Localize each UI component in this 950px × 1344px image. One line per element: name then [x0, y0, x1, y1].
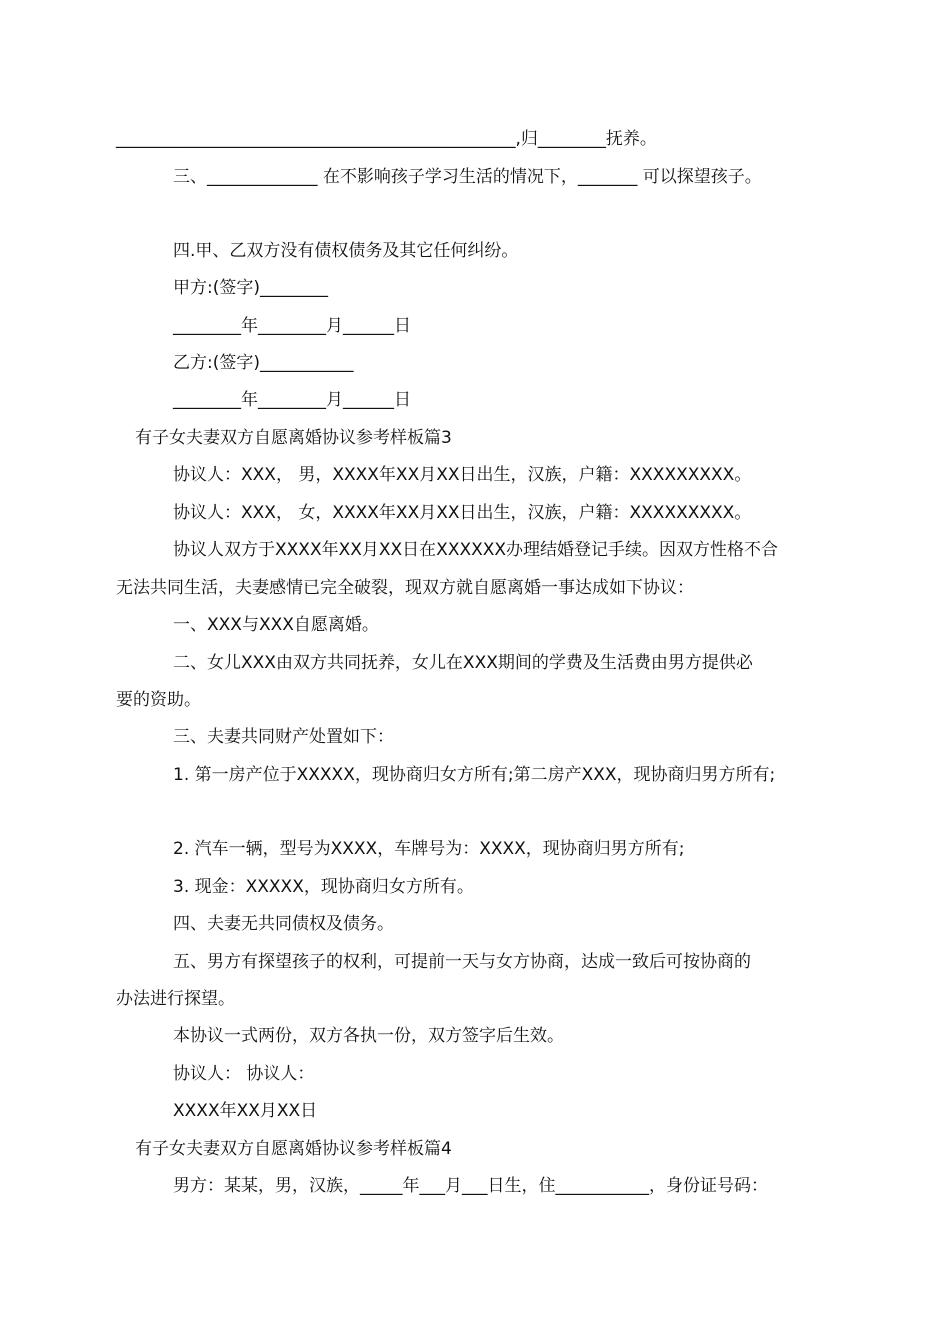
party-female-info: 协议人：XXX， 女，XXXX年XX月XX日出生，汉族，户籍：XXXXXXXXX。 [173, 503, 752, 523]
party-a-date: ________年________月______日 [173, 316, 411, 336]
male-party-info: 男方：某某，男，汉族，_____年___月___日生，住___________，身份证号码： [173, 1176, 768, 1196]
clause-3-property: 三、夫妻共同财产处置如下： [173, 727, 394, 747]
clause-1-divorce: 一、XXX与XXX自愿离婚。 [173, 615, 379, 635]
section-title-4: 有子女夫妻双方自愿离婚协议参考样板篇4 [135, 1139, 452, 1159]
clause-2-continued: 要的资助。 [116, 690, 201, 710]
copies-clause: 本协议一式两份，双方各执一份，双方签字后生效。 [173, 1026, 564, 1046]
party-male-info: 协议人：XXX， 男，XXXX年XX月XX日出生，汉族，户籍：XXXXXXXXX。 [173, 465, 752, 485]
property-item-cash: 3. 现金：XXXXX，现协商归女方所有。 [173, 877, 474, 897]
clause-5-continued: 办法进行探望。 [116, 989, 235, 1009]
property-item-car: 2. 汽车一辆，型号为XXXX，车牌号为：XXXX，现协商归男方所有; [173, 839, 685, 859]
agreement-intro: 无法共同生活，夫妻感情已完全破裂，现双方就自愿离婚一事达成如下协议： [116, 578, 694, 598]
party-a-signature: 甲方:(签字)________ [173, 278, 328, 298]
party-b-date: ________年________月______日 [173, 390, 411, 410]
clause-2-child-support: 二、女儿XXX由双方共同抚养，女儿在XXX期间的学费及生活费由男方提供必 [173, 653, 753, 673]
property-item-house: 1. 第一房产位于XXXXX，现协商归女方所有;第二房产XXX，现协商归男方所有; [173, 765, 776, 785]
clause-4-no-debts: 四.甲、乙双方没有债权债务及其它任何纠纷。 [173, 241, 519, 261]
marriage-registration: 协议人双方于XXXX年XX月XX日在XXXXXX办理结婚登记手续。因双方性格不合 [173, 540, 779, 560]
custody-blank-line: _______________________________________________,归________抚养。 [116, 129, 657, 149]
signatories-line: 协议人： 协议人： [173, 1064, 315, 1084]
clause-4-no-shared-debt: 四、夫妻无共同债权及债务。 [173, 914, 394, 934]
party-b-signature: 乙方:(签字)___________ [173, 353, 354, 373]
section-title-3: 有子女夫妻双方自愿离婚协议参考样板篇3 [135, 428, 452, 448]
clause-3-visitation: 三、_____________ 在不影响孩子学习生活的情况下，_______ 可以探望孩子。 [173, 167, 762, 187]
clause-5-visitation-right: 五、男方有探望孩子的权利，可提前一天与女方协商，达成一致后可按协商的 [173, 952, 751, 972]
signing-date: XXXX年XX月XX日 [173, 1101, 318, 1121]
